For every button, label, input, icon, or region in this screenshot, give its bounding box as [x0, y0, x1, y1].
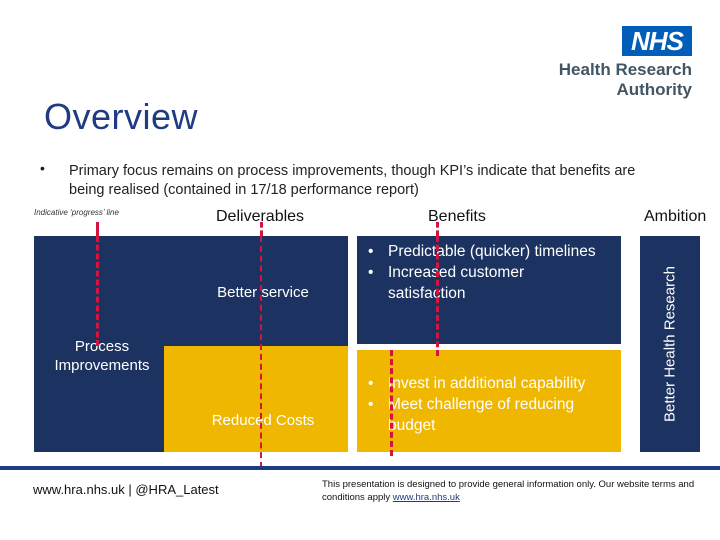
footer-disclaimer-text: This presentation is designed to provide general information only. Our website terms and conditions apply — [322, 479, 695, 503]
progress-line-cap-mid — [260, 222, 263, 236]
progress-line-left — [96, 236, 99, 346]
nhs-logo: NHS — [622, 26, 692, 56]
bullet-marker: • — [368, 243, 374, 260]
list-item — [364, 262, 604, 304]
benefit-text: Invest in additional capability — [388, 375, 586, 392]
header-deliverables: Deliverables — [216, 208, 305, 225]
progress-line-right — [436, 236, 439, 356]
ambition-label: Better Health Research — [661, 266, 679, 422]
footer-disclaimer — [322, 478, 702, 504]
progress-line-caption: Indicative ‘progress’ line — [34, 208, 119, 217]
org-name-line2: Authority — [616, 80, 692, 99]
bullet-marker: • — [368, 396, 374, 413]
footer-link[interactable]: www.hra.nhs.uk — [392, 492, 460, 503]
ambition-block — [640, 236, 700, 452]
benefit-text: Increased customer satisfaction — [388, 264, 525, 302]
progress-line-cap-right — [436, 222, 439, 236]
benefits-top-list — [364, 241, 604, 304]
benefit-text: Meet challenge of reducing budget — [388, 396, 575, 434]
process-improvements-label: Process Improvements — [54, 338, 150, 374]
bullet-marker: • — [40, 160, 45, 176]
footer-divider — [0, 466, 720, 470]
bullet-marker: • — [368, 264, 374, 281]
benefit-text: Predictable (quicker) timelines — [388, 243, 596, 260]
org-name-line1: Health Research — [558, 60, 692, 79]
header-ambition: Ambition — [644, 208, 707, 225]
benefits-bottom-list — [364, 373, 612, 436]
list-item — [364, 241, 604, 262]
list-item — [364, 394, 612, 436]
progress-line-mid — [260, 236, 262, 468]
bullet-marker: • — [368, 375, 374, 392]
reduced-costs-block — [164, 346, 348, 452]
list-item — [364, 373, 612, 394]
progress-line-right-lower — [390, 350, 393, 456]
intro-text: Primary focus remains on process improvements, though KPI’s indicate that benefits are being realised (contained in 17/18 performance report) — [69, 163, 636, 198]
header-benefits: Benefits — [428, 208, 486, 225]
better-service-label: Better service — [217, 284, 309, 301]
progress-line-cap-left — [96, 222, 99, 236]
footer-website: www.hra.nhs.uk | @HRA_Latest — [33, 482, 219, 497]
reduced-costs-label: Reduced Costs — [211, 412, 315, 429]
page-title: Overview — [44, 96, 199, 137]
